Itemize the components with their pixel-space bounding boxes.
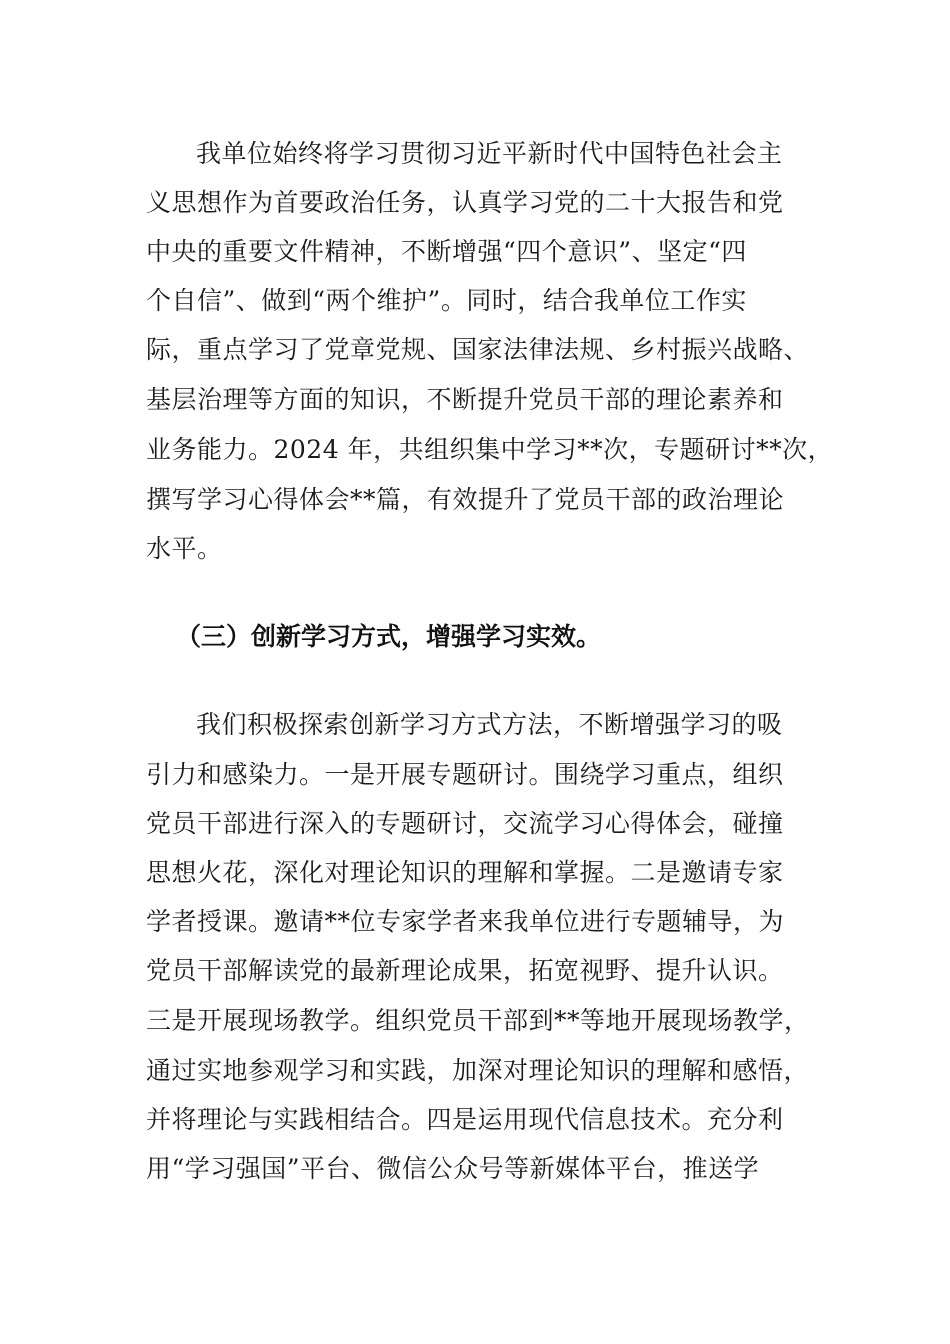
paragraph-2-line-5: 学者授课。邀请**位专家学者来我单位进行专题辅导，为 bbox=[146, 907, 785, 936]
paragraph-1-line-1: 我单位始终将学习贯彻习近平新时代中国特色社会主 bbox=[196, 139, 783, 168]
paragraph-2-line-3: 党员干部进行深入的专题研讨，交流学习心得体会，碰撞 bbox=[146, 809, 784, 838]
paragraph-2-line-10: 用“学习强国”平台、微信公众号等新媒体平台，推送学 bbox=[146, 1154, 760, 1183]
paragraph-1-line-6: 基层治理等方面的知识，不断提升党员干部的理论素养和 bbox=[146, 385, 784, 414]
paragraph-1-line-4: 个自信”、做到“两个维护”。同时，结合我单位工作实 bbox=[146, 286, 747, 315]
paragraph-2-line-4: 思想火花，深化对理论知识的理解和掌握。二是邀请专家 bbox=[146, 858, 784, 887]
paragraph-2-line-1: 我们积极探索创新学习方式方法，不断增强学习的吸 bbox=[196, 710, 783, 739]
paragraph-2-line-7: 三是开展现场教学。组织党员干部到**等地开展现场教学， bbox=[146, 1006, 810, 1035]
paragraph-1-line-3: 中央的重要文件精神，不断增强“四个意识”、坚定“四 bbox=[146, 237, 747, 266]
paragraph-2-line-2: 引力和感染力。一是开展专题研讨。围绕学习重点，组织 bbox=[146, 760, 784, 789]
paragraph-2-line-6: 党员干部解读党的最新理论成果，拓宽视野、提升认识。 bbox=[146, 956, 784, 985]
paragraph-2-line-8: 通过实地参观学习和实践，加深对理论知识的理解和感悟， bbox=[146, 1056, 810, 1085]
paragraph-1-line-2: 义思想作为首要政治任务，认真学习党的二十大报告和党 bbox=[146, 188, 784, 217]
paragraph-1-line-9: 水平。 bbox=[146, 534, 223, 563]
paragraph-1-line-8: 撰写学习心得体会**篇，有效提升了党员干部的政治理论 bbox=[146, 485, 785, 514]
paragraph-2-line-9: 并将理论与实践相结合。四是运用现代信息技术。充分利 bbox=[146, 1105, 784, 1134]
paragraph-1-line-5: 际，重点学习了党章党规、国家法律法规、乡村振兴战略、 bbox=[146, 335, 810, 364]
section-heading: （三）创新学习方式，增强学习实效。 bbox=[176, 622, 602, 651]
paragraph-1-line-7: 业务能力。2024 年，共组织集中学习**次，专题研讨**次， bbox=[146, 435, 834, 464]
